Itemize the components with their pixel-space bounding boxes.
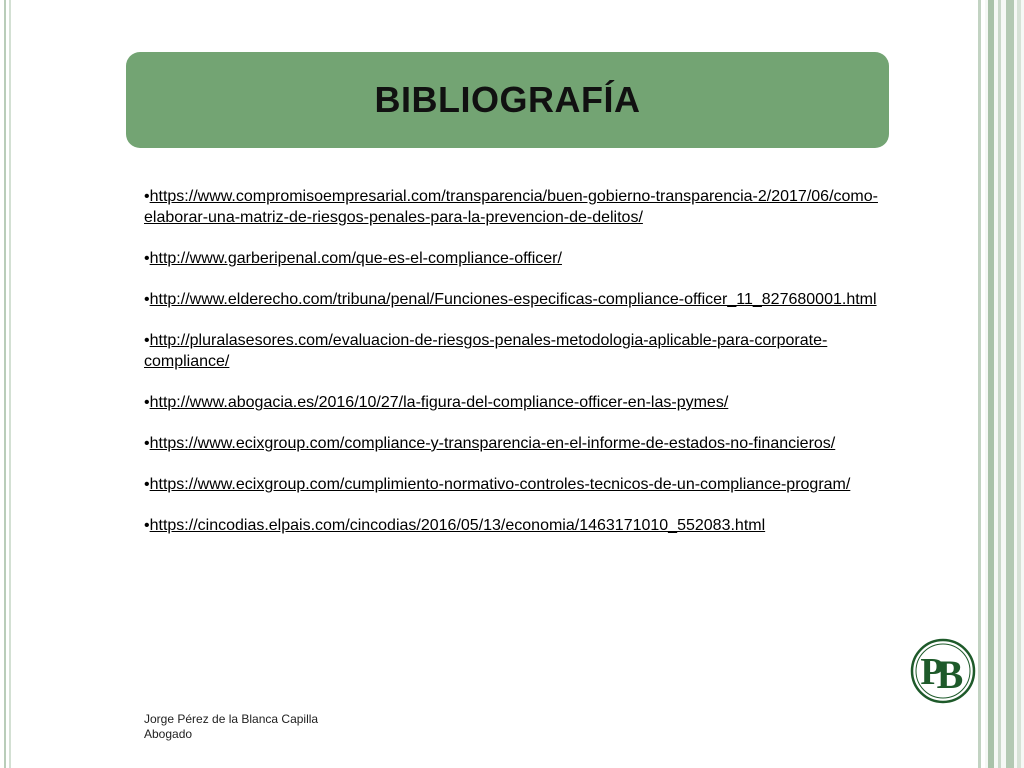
svg-text:P: P xyxy=(920,651,944,693)
bullet: • xyxy=(144,188,150,205)
reference-link[interactable]: https://www.ecixgroup.com/compliance-y-transparencia-en-el-informe-de-estados-no-financieros/ xyxy=(149,435,836,452)
bullet: • xyxy=(144,394,150,411)
page-title: BIBLIOGRAFÍA xyxy=(374,79,641,120)
pb-monogram-logo-icon xyxy=(910,638,976,704)
right-stripe-1 xyxy=(978,0,981,768)
title-banner xyxy=(126,52,889,148)
reference-item xyxy=(144,474,884,495)
reference-link[interactable]: http://www.garberipenal.com/que-es-el-compliance-officer/ xyxy=(149,250,562,267)
bullet: • xyxy=(144,250,150,267)
bullet: • xyxy=(144,435,150,452)
bullet: • xyxy=(144,517,150,534)
bullet: • xyxy=(144,476,150,493)
reference-item xyxy=(144,186,884,228)
reference-item xyxy=(144,515,884,536)
reference-list xyxy=(144,186,884,556)
reference-link[interactable]: https://www.compromisoempresarial.com/transparencia/buen-gobierno-transparencia-2/2017/06/como-elaborar-una-matriz-de-riesgos-penales-para-la-prevencion-de-delitos/ xyxy=(144,188,878,226)
svg-text:B: B xyxy=(936,652,964,697)
right-stripe-2 xyxy=(988,0,994,768)
author-name: Jorge Pérez de la Blanca Capilla xyxy=(144,712,319,726)
reference-link[interactable]: http://www.abogacia.es/2016/10/27/la-figura-del-compliance-officer-en-las-pymes/ xyxy=(149,394,729,411)
reference-item xyxy=(144,330,884,372)
right-stripe-5 xyxy=(1017,0,1021,768)
bullet: • xyxy=(144,291,150,308)
right-stripe-3 xyxy=(998,0,1001,768)
author-role: Abogado xyxy=(144,727,193,741)
left-frame-line xyxy=(4,0,6,768)
left-frame-line-inner xyxy=(9,0,11,768)
reference-item xyxy=(144,392,884,413)
reference-link[interactable]: http://www.elderecho.com/tribuna/penal/Funciones-especificas-compliance-officer_11_827680001.html xyxy=(149,291,877,308)
right-stripe-4 xyxy=(1006,0,1014,768)
reference-item xyxy=(144,248,884,269)
reference-link[interactable]: http://pluralasesores.com/evaluacion-de-riesgos-penales-metodologia-aplicable-para-corporate-compliance/ xyxy=(144,332,828,370)
reference-link[interactable]: https://www.ecixgroup.com/cumplimiento-normativo-controles-tecnicos-de-un-compliance-program/ xyxy=(149,476,851,493)
bullet: • xyxy=(144,332,150,349)
reference-link[interactable]: https://cincodias.elpais.com/cincodias/2016/05/13/economia/1463171010_552083.html xyxy=(149,517,766,534)
reference-item xyxy=(144,289,884,310)
reference-item xyxy=(144,433,884,454)
author-footer xyxy=(144,712,318,742)
